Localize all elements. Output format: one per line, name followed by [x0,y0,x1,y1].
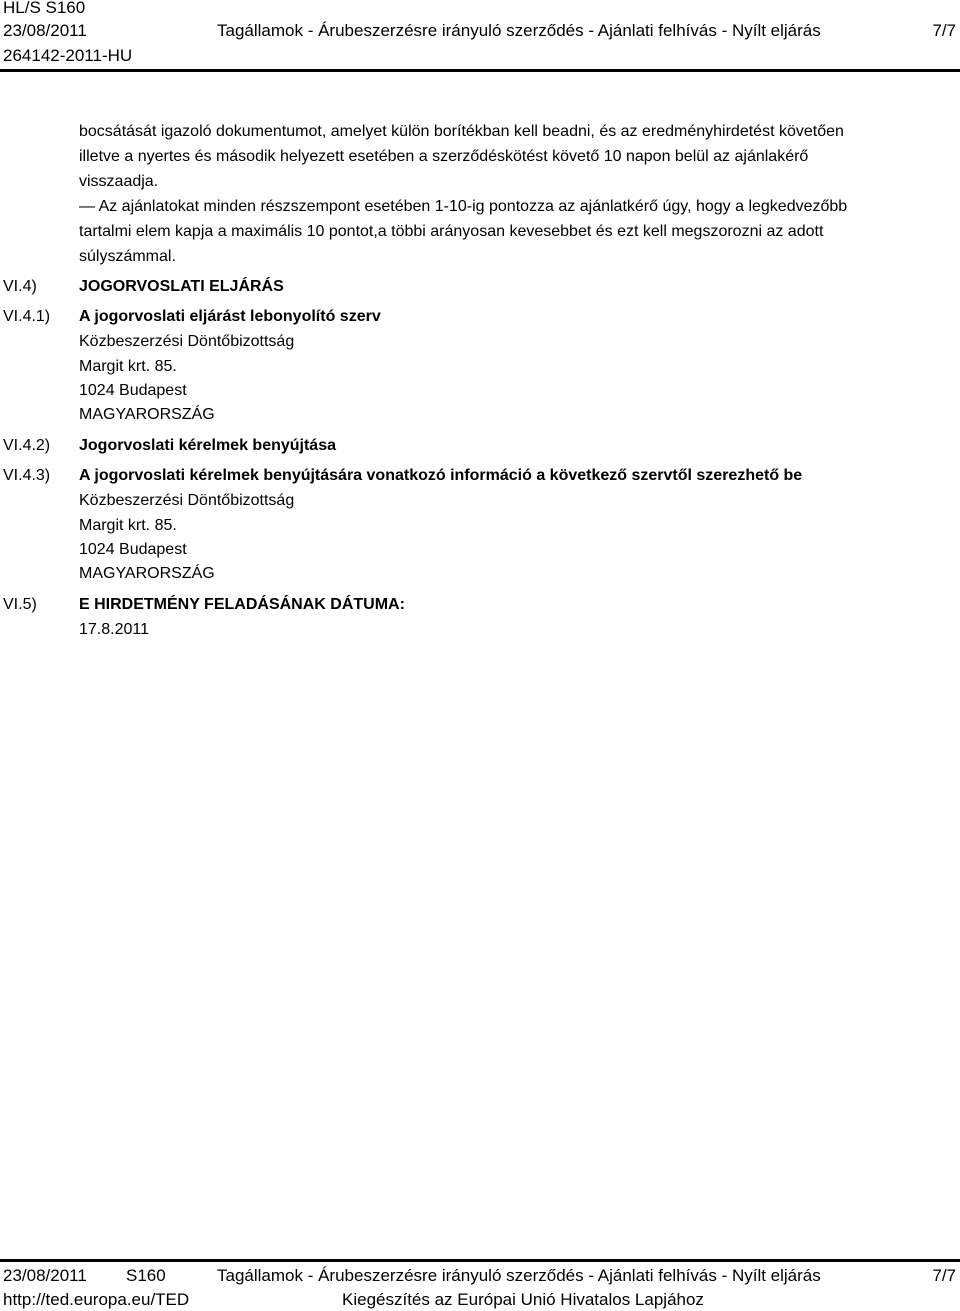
footer-supplement: Kiegészítés az Európai Unió Hivatalos Lapjához [342,1290,704,1309]
scoring-line: tartalmi elem kapja a maximális 10 pontot,a többi arányosan kevesebbet és ezt kell megszorozni az adott [79,223,824,240]
city: 1024 Budapest [79,541,187,558]
section-number: VI.4.2) [3,437,51,454]
section-heading: Jogorvoslati kérelmek benyújtása [79,437,336,454]
scoring-line: súlyszámmal. [79,248,176,265]
header-title: Tagállamok - Árubeszerzésre irányuló szerződés - Ajánlati felhívás - Nyílt eljárás [217,21,821,40]
section-heading: A jogorvoslati eljárást lebonyolító szerv [79,308,381,325]
footer-title: Tagállamok - Árubeszerzésre irányuló szerződés - Ajánlati felhívás - Nyílt eljárás [217,1266,821,1285]
intro-line: visszaadja. [79,173,159,190]
organisation-name: Közbeszerzési Döntőbizottság [79,492,295,509]
country: MAGYARORSZÁG [79,406,215,423]
intro-line: bocsátását igazoló dokumentumot, amelyet külön borítékban kell beadni, és az eredményhirdetést követően [79,123,844,140]
street-address: Margit krt. 85. [79,358,177,375]
footer-rule [0,1259,960,1262]
organisation-name: Közbeszerzési Döntőbizottság [79,333,295,350]
city: 1024 Budapest [79,382,187,399]
country: MAGYARORSZÁG [79,565,215,582]
footer-series: S160 [126,1266,166,1285]
section-heading: A jogorvoslati kérelmek benyújtására vonatkozó információ a következő szervtől szerezhető be [79,467,803,484]
footer-url-link[interactable]: http://ted.europa.eu/TED [3,1290,190,1309]
header-rule [0,69,960,72]
section-number: VI.5) [3,596,37,613]
notice-number: 264142-2011-HU [3,46,133,65]
header-page-number: 7/7 [932,21,956,40]
section-heading: JOGORVOSLATI ELJÁRÁS [79,278,284,295]
section-number: VI.4) [3,278,37,295]
section-number: VI.4.1) [3,308,51,325]
scoring-line: — Az ajánlatokat minden részszempont esetében 1-10-ig pontozza az ajánlatkérő úgy, hogy a legkedvezőbb [79,198,848,215]
header-date: 23/08/2011 [3,21,87,40]
footer-page-number: 7/7 [932,1266,956,1285]
intro-line: illetve a nyertes és második helyezett esetében a szerződéskötést követő 10 napon belül az ajánlakérő [79,148,809,165]
doc-id: HL/S S160 [3,0,86,17]
dispatch-date: 17.8.2011 [79,621,149,638]
street-address: Margit krt. 85. [79,517,177,534]
section-heading: E HIRDETMÉNY FELADÁSÁNAK DÁTUMA: [79,596,405,613]
footer-date: 23/08/2011 [3,1266,87,1285]
section-number: VI.4.3) [3,467,51,484]
